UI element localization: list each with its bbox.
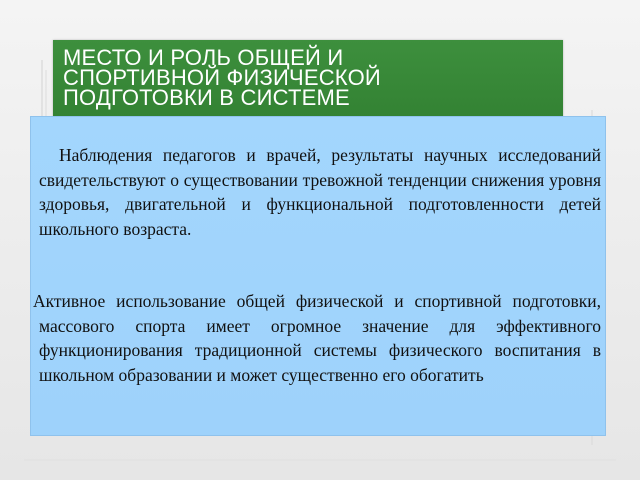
paragraph-observations: Наблюдения педагогов и врачей, результаты научных исследований свидетельствуют о существовании тревожной тенденции снижения уровня здоровья, двигательной и функциональной подготовленности детей школьного возраста. xyxy=(39,145,601,239)
paragraph-active-use: Активное использование общей физической и спортивной подготовки, массового спорта имеет огромное значение для эффективного функционирования традиционной системы физического воспитания в школьном образовании и может существенно его обогатить xyxy=(33,291,601,385)
content-panel xyxy=(30,116,606,436)
title-banner xyxy=(53,40,563,118)
slide-title: МЕСТО И РОЛЬ ОБЩЕЙ И СПОРТИВНОЙ ФИЗИЧЕСКОЙ ПОДГОТОВКИ В СИСТЕМЕ xyxy=(63,45,381,110)
